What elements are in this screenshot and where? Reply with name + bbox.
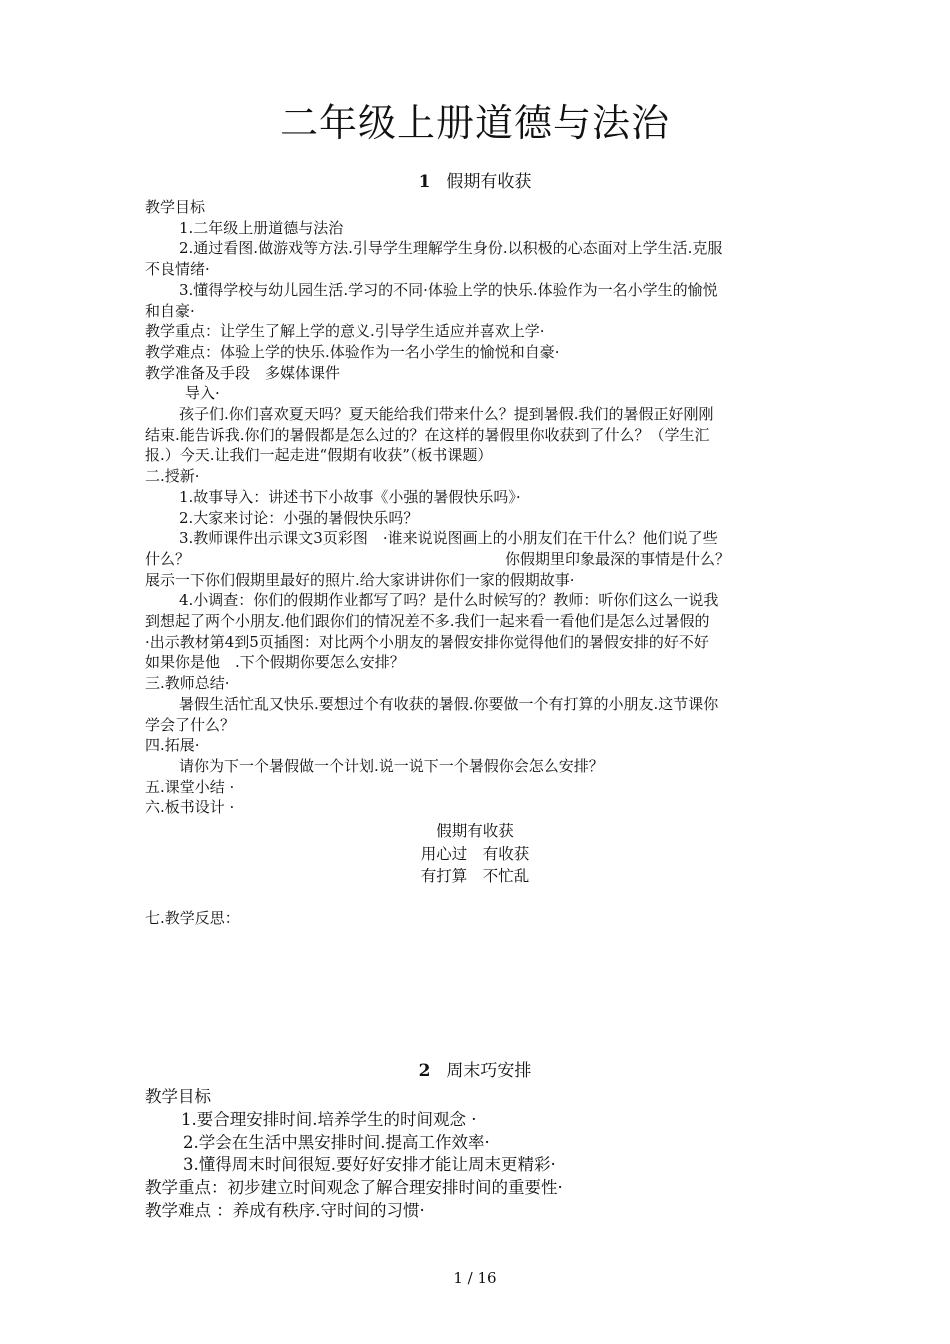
objective-line: 1.二年级上册道德与法治 — [179, 218, 344, 237]
list-item-cont: 什么？ 你假期里印象最深的事情是什么？ — [145, 549, 731, 568]
objective-line: 1.要合理安排时间.培养学生的时间观念 · — [181, 1109, 477, 1129]
lesson-2-title: 周末巧安排 — [446, 1061, 532, 1081]
lesson-2-body — [145, 1086, 810, 1223]
paragraph-line: 孩子们.你们喜欢夏天吗？夏天能给我们带来什么？提到暑假.我们的暑假正好刚刚 — [179, 405, 714, 424]
difficulty: 教学难点 ：养成有秩序.守时间的习惯· — [145, 1200, 425, 1220]
objective-line: 3.懂得周末时间很短.要好好安排才能让周末更精彩· — [183, 1155, 556, 1175]
list-item-cont: ·出示教材第4到5页插图：对比两个小朋友的暑假安排你觉得他们的暑假安排的好不好 — [145, 632, 709, 651]
objective-line: 2.通过看图.做游戏等方法.引导学生理解学生身份.以积极的心态面对上学生活.克服 — [179, 239, 723, 258]
section-heading: 三.教师总结· — [145, 674, 230, 693]
section-heading: 四.拓展· — [145, 736, 200, 755]
board-line: 用心过 有收获 — [420, 844, 530, 863]
section-heading: 二.授新· — [145, 467, 200, 486]
board-line: 有打算 不忙乱 — [420, 867, 530, 885]
lesson-1-body — [145, 197, 810, 818]
board-line: 假期有收获 — [436, 822, 514, 840]
lesson-1-title: 假期有收获 — [446, 172, 532, 192]
list-item: 3.教师课件出示课文3页彩图 ·谁来说说图画上的小朋友们在干什么？他们说了些 — [179, 529, 718, 548]
document-title: 二年级上册道德与法治 — [279, 101, 670, 145]
objective-line-cont: 和自豪· — [145, 301, 195, 320]
paragraph-line: 结束.能告诉我.你们的暑假都是怎么过的？在这样的暑假里你收获到了什么？（学生汇 — [145, 425, 710, 444]
difficulty: 教学难点：体验上学的快乐.体验作为一名小学生的愉悦和自豪· — [145, 342, 560, 361]
reflection-heading: 七.教学反思： — [145, 909, 240, 927]
objective-line: 2.学会在生活中黑安排时间.提高工作效率· — [183, 1132, 490, 1152]
list-item-cont: 展示一下你们假期里最好的照片.给大家讲讲你们一家的假期故事· — [145, 570, 575, 589]
list-item-cont: 到想起了两个小朋友.他们跟你们的情况差不多.我们一起来看一看他们是怎么过暑假的 — [145, 612, 710, 631]
intro-heading: 导入· — [185, 384, 220, 403]
preparation: 教学准备及手段 多媒体课件 — [145, 363, 341, 382]
section-label: 教学目标 — [145, 198, 206, 216]
list-item-cont: 如果你是他 .下个假期你要怎么安排？ — [145, 653, 405, 672]
list-item: 1.故事导入：讲述书下小故事《小强的暑假快乐吗》· — [179, 487, 521, 506]
objective-line: 3.懂得学校与幼儿园生活.学习的不同·体验上学的快乐.体验作为一名小学生的愉悦 — [179, 280, 718, 299]
section-heading: 六.板书设计 · — [145, 798, 235, 817]
page-indicator: 1 / 16 — [453, 1269, 497, 1287]
key-point: 教学重点：让学生了解上学的意义.引导学生适应并喜欢上学· — [145, 322, 545, 341]
paragraph-line: 学会了什么？ — [145, 715, 236, 734]
section-heading: 五.课堂小结 · — [145, 777, 235, 796]
board-design — [0, 820, 950, 888]
key-point: 教学重点：初步建立时间观念了解合理安排时间的重要性· — [145, 1178, 563, 1198]
section-label: 教学目标 — [145, 1087, 211, 1106]
paragraph-line: 报.）今天.让我们一起走进“假期有收获”（板书课题） — [145, 446, 493, 465]
lesson-1-heading — [0, 170, 950, 194]
paragraph-line: 请你为下一个暑假做一个计划.说一说下一个暑假你会怎么安排？ — [179, 756, 604, 775]
lesson-1-number: 1 — [418, 172, 431, 192]
list-item: 4.小调查：你们的假期作业都写了吗？是什么时候写的？教师：听你们这么一说我 — [179, 591, 719, 610]
objective-line-cont: 不良情绪· — [145, 260, 210, 279]
list-item: 2.大家来讨论：小强的暑假快乐吗？ — [179, 508, 419, 527]
lesson-2-number: 2 — [418, 1061, 431, 1081]
paragraph-line: 暑假生活忙乱又快乐.要想过个有收获的暑假.你要做一个有打算的小朋友.这节课你 — [179, 694, 719, 713]
lesson-2-heading — [0, 1059, 950, 1083]
